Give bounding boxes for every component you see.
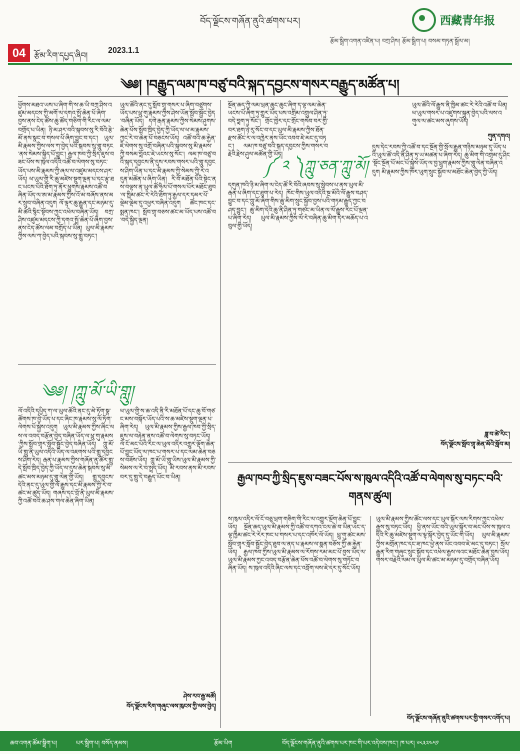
page-header [0,0,520,60]
article2-title: ༼ ༢ ༽ཀླུ་ཅན་ཀླུ་མོ། [264,157,369,175]
section-divider [18,364,216,365]
article4-column-2: ཡུལ་མི་རྣམས་ཀྱིས་ཚོང་ལས་དང་ཡུལ་སྐོར་ལས་རིགས་ཀྱང་འཕེལ་རྒྱས་སུ་བཏང་ཡོད། ཕྱི་ནས་ཡོང་བའི་ཡུལ་སྐོར་བ་མང་པོས་ས་ཁུལ་འདིའི་རི་ཆུ་མཛེས་སྡུག་ལ་ལྟ་སྐོར་བྱེད་དུ་ཡོང་གི་ཡོད། ཡུལ་མི་རྣམས་ཀྱིས་མགྲོན་ཁང་དང་ཟ་ཁང་ཕྱེ་ནས་ཡོང་འབབ་ཇེ་མང་དུ་བཏང་། སྲོལ་རྒྱུན་རིག་གཞུང་སྲུང་སྐྱོབ་དང་འཕེལ་རྒྱས་ལའང་མཐོང་ཆེན་བྱས་ཡོད། གསར་བརྗེའི་ལམ་ལ་ཡུལ་མི་ཚང་མ་མཉམ་དུ་བགྲོད་བཞིན་ཡོད། [376,516,510,565]
article1-column-1: ཕྱོགས་མཐའ་ཡས་པ་ཞིག་གི་ས་ཆ་ཡི་བཀྲ་ཤིས་འཛུམ་མདངས་ཀྱི་མགོ་ལ་དགའ་སྤྲོ་ཆེན་པོ་ཞིག་བྱས་ནས་ངེད་ཚོས་ཆུ་ཚོད་གཅིག་གི་རིང་ལ་ལམ་བགྲོད་པ་ཡིན། ཉི་མ་ཤར་བའི་སྐབས་སུ་རི་བོའི་རྩེ་མོ་ནས་སྣང་བ་གསལ་པོ་ཞིག་བྱུང་བ་དང་། ཡུལ་མི་རྣམས་ཀྱིས་ལས་ཀ་བྱེད་པའི་སྐབས་སུ་གླུ་བཏང་ནས་སེམས་སྐྱིད་པོ་བྱུང་། རྒྱལ་ཁབ་ཀྱི་སྲིད་ཇུས་བཟང་པོས་ས་ཁུལ་འདིའི་འཚོ་བ་ལེགས་སུ་བཏང་ཡོད་པས་མི་རྣམས་ཀྱི་ཞལ་ལ་འཛུམ་མདངས་ཤར་ཡོད། ཕ་ཡུལ་གྱི་རི་ཆུ་མཛེས་སྡུག་ལྡན་པ་དང་རྩྭ་ཐང་ཡངས་པོའི་ཐོག་ཏུ་ནོར་ཕྱུགས་རྣམས་འཚོ་བཞིན་ཡོད་ལ་ཨ་མ་རྣམས་ཀྱིས་འོ་མ་བཞོས་ནས་མར་སྲུབ་བཞིན་འདུག ལོ་ལྟར་ཆུ་རྒྱུན་དང་མཉམ་དུ་མི་ཚེའི་སྙིང་སྟོབས་ཀྱང་འཕེལ་བཞིན་ཡོད། བཀྲ་ཤིས་འཛུམ་མདངས་ཀྱི་དགའ་སྤྲོ་ཆེན་པོ་ཞིག་བྱས་ནས་ངེད་ཚོས་ལམ་བགྲོད་པ་ཡིན། ཡུལ་མི་རྣམས་ཀྱིས་ལས་ཀ་བྱེད་པའི་སྐབས་སུ་གླུ་བཏང་། [18,102,114,241]
article1-column-3: སྔོན་ཆད་ཀྱི་ལམ་ཕྲན་ཆུང་ཆུང་ཞིག་ད་ལྟ་ལམ་ཆེན་ཡངས་པོ་ཞིག་ཏུ་གྱུར་ཡོད་པས་འགྲིམ་འགྲུལ་ཤིན་ཏུ་བདེ་བླག་ཏུ་སོང་། གྲོང་ཁྱེར་དང་གྲོང་གསེབ་བར་གྱི་བར་ཐག་ཉེ་རུ་སོང་བ་དང་ཡུལ་མི་རྣམས་ཀྱིས་ཐོན་རྫས་ཚོང་ར་ལ་འཁྱེར་ནས་ཡོང་འབབ་ཇེ་མང་དུ་བཏང་། ལམ་ཁ་བཙུ་བའི་སྐད་དབྱངས་ཀྱིས་གསར་བརྗེའི་རྗེས་ཤུལ་མཚོན་གྱི་ཡོད། [228,102,328,159]
article1-column-4: ཡུལ་ཚོའི་ལོ་རྒྱུས་ནི་ཁྱིམ་ཚང་རེ་རེའི་འཚོ་བ་ཡིན། ཕ་ཡུལ་གསར་པ་འཛུགས་སྐྲུན་བྱེད་པའི་ལས་འགུལ་ལ་ཚང་མས་ཞུགས་ཡོད། [412,102,508,126]
paper-name-cn: 西藏青年报 [440,14,495,27]
issue-date: 2023.1.1 [108,46,140,55]
article3-affiliation: བོད་ལྗོངས་རིག་གཞུང་ལས་ཁུངས་ཀྱི་ལས་བྱེད། [126,703,216,710]
article2-column-2: དུས་དེང་རབས་ཀྱི་འཚོ་བ་དང་སྔོན་གྱི་སྲོལ་རྒྱུན་གཉིས་མཉམ་དུ་ཡོད་པའི་ཡུལ་ཚོ་འདི་ནི་ཤིན་ཏུ་ཡ་མཚན་པ་ཞིག་རེད། ཆུ་མིག་གི་འགྲམ་དུ་ཤིང་སྡོང་སྔོན་པོ་མང་པོ་སྐྱེས་ཡོད་ལ་བྱ་ཕྲུག་རྣམས་ཀྱིས་གླུ་ལེན་བཞིན་འདུག མི་རྣམས་ཀྱིས་ཁོར་ཡུག་སྲུང་སྐྱོབ་ལ་མཐོང་ཆེན་བྱེད་ཀྱི་ཡོད། [372,144,510,176]
article2-byline: ཟླ་བ་ཚེ་རིང་། [484,431,510,438]
page-footer [0,731,520,751]
section-label: རྩོམ་རིག་དཔྱད་ཞིབ། [34,51,88,60]
article2-column-1: དགུན་ཁའི་ཉི་མ་ཞིག་ལ་ངེད་ཚོ་རི་བོའི་ཞབས་སུ་སླེབས་པ་ནས་ཡུལ་མི་རྒན་པ་ཞིག་དང་ཐུག་པ་རེད། ཁོང་གིས་ཡུལ་འདིའི་སྔ་མོའི་ལོ་རྒྱུས་བཤད་བྱུང་བ་དང་ཀླུ་མོ་ཞིག་གིས་ཆུ་མིག་སྲུང་སྐྱོབ་བྱས་པའི་གཏམ་རྒྱུད་ཀྱང་བཤད་བྱུང་། ཆུ་མིག་དེའི་ཆུ་ནི་ཤིན་ཏུ་གཙང་མ་ཡིན་ལ་ལོ་རྒྱུས་རིང་པོ་ལྡན་པ་ཞིག་རེད། ཡུལ་མི་རྣམས་ཀྱིས་ལོ་རེ་བཞིན་ཆུ་མིག་དེར་མཆོད་པ་འབུལ་གྱི་ཡོད། [228,182,368,231]
article4-title: རྒྱལ་ཁབ་ཀྱི་སྲིད་ཇུས་བཟང་པོས་ས་ཁུལ་འདིའི་འཚོ་བ་ལེགས་སུ་བཏང་བའི་གནས་ཚུལ། [237,472,503,503]
logo-emblem-icon [412,8,436,32]
footer-left-label: ཆབ་འགན་ཚོམ་སྒྲིག་པ། [10,740,57,747]
footer-right-text: བོད་ལྗོངས་གཞོན་ནུའི་ཚགས་པར་ཁང་གི་པར་འདེབས་ཁང་། ཁ་པར། ༦༨༣༢༤༥༡ [282,740,439,747]
article3-column-2: ཕ་ཡུལ་གྱི་ས་ཆ་འདི་ནི་རི་མཐོན་པོ་དང་ཆུ་བོ་གཙང་མས་བསྐོར་ཡོད་པའི་ས་ཆ་མཛེས་སྡུག་ལྡན་པ་ཞིག་རེད། ཡུལ་མི་རྣམས་ཀྱིས་རྒྱལ་ཁབ་ཀྱི་སྲིད་ཇུས་ལ་བརྟེན་ནས་འཚོ་བ་ལེགས་སུ་བཏང་ཡོད། ལོ་ངོ་མང་པོའི་རིང་ལ་ཡུལ་འདིར་འགྱུར་ལྡོག་ཆེན་པོ་བྱུང་ཡོད་ལ་ཁང་པ་གསར་པ་དང་ལམ་ཆེན་བཅས་བཟོས་ཡོད། ཀླུ་མོ་ཡི་གླུ་ཡིས་ཡུལ་མི་རྣམས་ཀྱི་སེམས་ལ་རེ་བ་སྤྲད་ཡོད། མི་རབས་ནས་མི་རབས་བར་དུ་གླུ་དེ་བརྒྱུད་ཡོང་བ་ཡིན། [120,408,216,481]
article4-byline: བོད་ལྗོངས་གཞོན་ནུའི་ཚགས་པར་གྱི་གསར་འགོད་པ། [406,715,510,722]
header-center-text: བོད་ལྗོངས་གཞོན་ནུའི་ཚགས་པར། [200,17,301,27]
article3-column-1: ལོ་འདིའི་དཔྱིད་ཀ་ལ་ཡུལ་ཚོའི་ནང་དུ་མེ་ཏོག་སྣ་ཚོགས་ཁ་བྱེ་ཡོད་པ་དང་ཞིང་ཁ་རྣམས་སུ་ལོ་ཏོག་ལེགས་པོ་སྐྱེས་འདུག ཡུལ་མི་རྣམས་ཀྱིས་ཞིང་ལས་ལ་འབད་བརྩོན་བྱེད་བཞིན་ཡོད་ལ་ཕྲུ་གུ་རྣམས་ཀྱིས་སློབ་གྲྭར་སློབ་སྦྱོང་བྱེད་བཞིན་ཡོད། ཀླུ་མོ་ཡི་གླུ་ནི་ཡུལ་འདིའི་ཡིད་ལ་འཇགས་པའི་གླུ་དབྱངས་ཤིག་རེད། རྒན་པ་རྣམས་ཀྱིས་གཞོན་ནུ་ཚོར་གླུ་དེ་སློབ་ཁྲིད་བྱེད་ཀྱི་ཡོད་ལ་དུས་ཆེན་སྐབས་སུ་མི་ཚང་མས་མཉམ་དུ་གླུ་ལེན་གྱི་ཡོད། གླུ་དབྱངས་དེའི་ནང་དུ་ཡུལ་གྱི་ལོ་རྒྱུས་དང་མི་རྣམས་ཀྱི་རེ་བ་ཚང་མ་ཚུད་ཡོད། གཞས་དང་བྲོ་ནི་ཡུལ་མི་རྣམས་ཀྱི་འཚོ་བའི་ཆ་ཤས་གལ་ཆེན་ཞིག་ཡིན། [18,408,114,506]
article2-affiliation: བོད་ལྗོངས་སློབ་གྲྭ་ཆེན་མོའི་སློབ་མ། [440,441,510,448]
page-number: 04 [8,44,30,62]
article1-column-2: ཡུལ་ཚོའི་ནང་དུ་སློབ་གྲྭ་གསར་པ་ཞིག་བཙུགས་ཡོད་པས་ཕྲུ་གུ་རྣམས་ཀྱིས་ཤེས་ཡོན་སློབ་སྦྱོང་བྱེད་བཞིན་ཡོད། དགེ་རྒན་རྣམས་ཀྱིས་སེམས་ཤུགས་ཆེན་པོས་སློབ་ཁྲིད་བྱེད་ཀྱི་ཡོད་ལ་ཕ་མ་རྣམས་ཀྱང་རེ་བ་ཆེན་པོ་བཅངས་ཡོད། འཚོ་བའི་ཆ་རྐྱེན་ཇེ་ལེགས་སུ་འགྲོ་བཞིན་པའི་སྐབས་སུ་མི་རྣམས་ཀྱི་བསམ་བློའང་ཇེ་ཡངས་སུ་སོང་། ལམ་ཁ་བཙུ་བའི་སྐད་དབྱངས་ནི་དུས་རབས་གསར་པའི་གླུ་དབྱངས་ཤིག་ཡིན་པ་དང་མི་རྣམས་ཀྱི་སེམས་ཀྱི་རེ་འདུན་མཚོན་པ་ཞིག་ཡིན། རི་བོ་མཐོན་པོའི་སྟེང་ནས་བལྟས་ན་ཡུལ་ཚོ་ཧྲིལ་པོ་གསལ་པོར་མཐོང་ཐུབ་ལ་ཁྱིམ་ཚང་རེ་རེའི་ཐོག་ཏུ་རྒྱལ་དར་དམར་པོ་ལྡེམ་ལྡེམ་དུ་འཕྱར་བཞིན་འདུག ཚོང་ཁང་དང་སྨན་ཁང་། སློབ་གྲྭ་བཅས་ཚང་མ་ཡོད་པས་འཚོ་བ་བདེ་སྐྱིད་ལྡན། [120,102,216,224]
footer-left-sub: པར་སྒྲིག་པ། བསོད་ནམས། [76,740,128,747]
editor-meta: རྩོམ་སྒྲིག་འགན་འཛིན་པ། བཀྲ་ཤིས། རྩོམ་སྒྲིག་པ། བསམ་གཏན་སྒྲོལ་མ། [330,38,470,45]
article3-byline: ཤེས་རབ་རྒྱ་མཚོ། [183,693,216,700]
article4-column-1: ས་ཁུལ་འདིར་ལོ་ངོ་བཅུ་ཕྲག་གཅིག་གི་རིང་ལ་འགྱུར་ལྡོག་ཆེན་པོ་བྱུང་ཡོད། སྔོན་ཆད་ཡུལ་མི་རྣམས་ཀྱི་འཚོ་བ་དཀའ་ངལ་ཆེ་བ་ཡིན་ཡང་ད་ལྟ་ཁྱིམ་ཚང་རེ་རེར་ཁང་པ་གསར་པ་དང་འཁོར་ལོ་ཡོད། ཕྲུ་གུ་ཚང་མས་སློབ་གྲྭར་སློབ་སྦྱོང་བྱེད་ཐུབ་ལ་ནད་པ་རྣམས་ལ་སྨན་བཅོས་ཀྱི་ཆ་རྐྱེན་ཡོད། རྒྱལ་ཁབ་ཀྱིས་ཡུལ་མི་རྣམས་ལ་རོགས་རམ་མང་པོ་བྱས་ཡོད་ལ་ཡུལ་མི་རྣམས་ཀྱང་འབད་བརྩོན་ཆེན་པོས་འཚོ་བ་ལེགས་སུ་གཏོང་བཞིན་ཡོད། ས་ཁུལ་འདིའི་ཞིང་ལས་དང་འབྲོག་ལས་ཇེ་དར་དུ་སོང་ཡོད། [228,516,366,573]
article3-title: ༄༅། །ཀླུ་མོ་ཡི་གླུ། [40,382,134,401]
paper-logo [412,8,495,32]
column-divider [220,100,221,728]
section-divider [228,462,512,463]
footer-center-label: རྩོམ་ཡིག [214,740,233,747]
main-title: ༄༅། །བརྒྱུད་ལམ་ཁ་བཙུ་བའི་སྐད་དབྱངས་གསར་བརྒྱུད་མཚོན་པ། [120,78,400,93]
header-rule [8,63,512,65]
column-divider [370,516,371,716]
title-rule [18,96,508,97]
article1-byline: ཀུན་དགའ། [487,133,510,140]
